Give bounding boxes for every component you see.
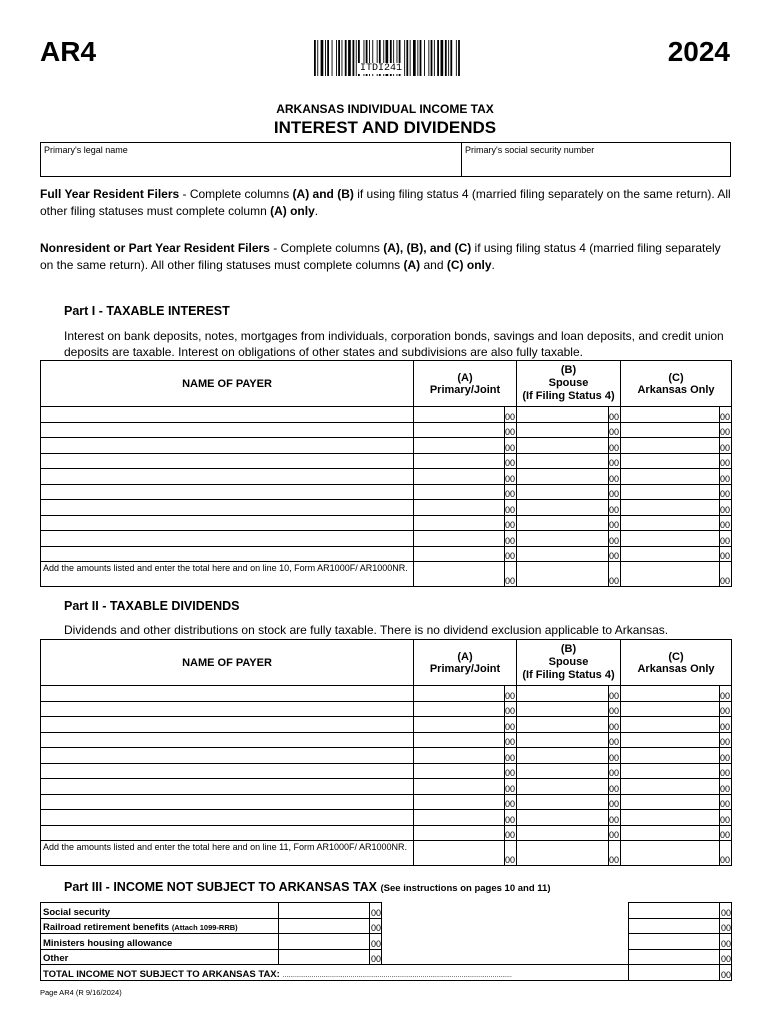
cents: 00 — [505, 422, 517, 438]
cents: 00 — [609, 407, 621, 423]
form-title: INTEREST AND DIVIDENDS — [273, 118, 497, 137]
column-b-input[interactable] — [517, 686, 609, 702]
column-c-input[interactable] — [621, 453, 720, 469]
part3-table — [40, 902, 732, 981]
table-row — [41, 779, 732, 795]
table-row — [41, 934, 732, 950]
table-row — [41, 422, 732, 438]
payer-name-input[interactable] — [41, 484, 414, 500]
cents: 00 — [609, 484, 621, 500]
total-row — [41, 562, 732, 587]
cents: 00 — [720, 825, 732, 841]
part2-header-name: NAME OF PAYER — [41, 640, 414, 686]
payer-name-input[interactable] — [41, 422, 414, 438]
column-b-input[interactable] — [517, 701, 609, 717]
table-row — [41, 515, 732, 531]
barcode-text: ITDI241 — [360, 63, 403, 74]
cents: 00 — [720, 965, 732, 981]
cents: 00 — [609, 531, 621, 547]
primary-ssn-field[interactable] — [461, 142, 731, 177]
column-b-input[interactable] — [517, 407, 609, 423]
column-a-input[interactable] — [414, 546, 505, 562]
column-c-input[interactable] — [621, 500, 720, 516]
cents: 00 — [720, 453, 732, 469]
part3-row-label: Social security — [41, 903, 279, 919]
column-c-input[interactable] — [621, 794, 720, 810]
column-a-input[interactable] — [414, 500, 505, 516]
cents: 00 — [720, 515, 732, 531]
table-row — [41, 407, 732, 423]
part3-row-label: Ministers housing allowance — [41, 934, 279, 950]
cents: 00 — [609, 732, 621, 748]
column-c-input[interactable] — [621, 701, 720, 717]
cents: 00 — [505, 732, 517, 748]
cents: 00 — [720, 562, 732, 587]
column-a-input[interactable] — [414, 810, 505, 826]
part1-header-c: (C) Arkansas Only — [621, 361, 732, 407]
column-b-input[interactable] — [517, 531, 609, 547]
cents: 00 — [505, 500, 517, 516]
payer-name-input[interactable] — [41, 810, 414, 826]
cents: 00 — [720, 794, 732, 810]
cents: 00 — [720, 934, 732, 950]
part2-table — [40, 639, 732, 866]
cents: 00 — [505, 686, 517, 702]
part3-amount-input[interactable] — [279, 934, 370, 950]
column-a-input[interactable] — [414, 794, 505, 810]
part1-header-name: NAME OF PAYER — [41, 361, 414, 407]
column-c-input[interactable] — [621, 484, 720, 500]
payer-name-input[interactable] — [41, 763, 414, 779]
cents: 00 — [720, 732, 732, 748]
column-b-input[interactable] — [517, 763, 609, 779]
payer-name-input[interactable] — [41, 825, 414, 841]
column-b-input[interactable] — [517, 422, 609, 438]
part1-header-a: (A) Primary/Joint — [414, 361, 517, 407]
payer-name-input[interactable] — [41, 531, 414, 547]
part3-amount-input[interactable] — [279, 903, 370, 919]
cents: 00 — [720, 779, 732, 795]
payer-name-input[interactable] — [41, 438, 414, 454]
total-row — [41, 841, 732, 866]
part1-table — [40, 360, 732, 587]
full-year-instructions: Full Year Resident Filers - Complete columns (A) and (B) if using filing status 4 (married filing separately on the same return). All other filing statuses must complete column (A) only. — [40, 187, 731, 218]
column-a-input[interactable] — [414, 484, 505, 500]
column-b-input[interactable] — [517, 748, 609, 764]
table-row — [41, 484, 732, 500]
cents: 00 — [720, 469, 732, 485]
total-a-input[interactable] — [414, 562, 505, 587]
cents: 00 — [505, 515, 517, 531]
column-c-input[interactable] — [621, 763, 720, 779]
part3-amount-input[interactable] — [279, 949, 370, 965]
table-row — [41, 453, 732, 469]
column-c-input[interactable] — [621, 546, 720, 562]
part3-total-input[interactable] — [629, 965, 720, 981]
cents: 00 — [720, 841, 732, 866]
cents: 00 — [505, 562, 517, 587]
column-c-input[interactable] — [621, 779, 720, 795]
total-b-input[interactable] — [517, 841, 609, 866]
cents: 00 — [370, 903, 382, 919]
payer-name-input[interactable] — [41, 717, 414, 733]
cents: 00 — [609, 717, 621, 733]
cents: 00 — [720, 903, 732, 919]
payer-name-input[interactable] — [41, 500, 414, 516]
total-a-input[interactable] — [414, 841, 505, 866]
cents: 00 — [370, 934, 382, 950]
part2-header-c: (C) Arkansas Only — [621, 640, 732, 686]
column-b-input[interactable] — [517, 779, 609, 795]
cents: 00 — [609, 763, 621, 779]
cents: 00 — [609, 810, 621, 826]
cents: 00 — [609, 686, 621, 702]
column-a-input[interactable] — [414, 686, 505, 702]
payer-name-input[interactable] — [41, 732, 414, 748]
table-row — [41, 748, 732, 764]
column-a-input[interactable] — [414, 453, 505, 469]
cents: 00 — [609, 748, 621, 764]
column-b-input[interactable] — [517, 515, 609, 531]
cents: 00 — [505, 748, 517, 764]
column-b-input[interactable] — [517, 794, 609, 810]
cents: 00 — [720, 407, 732, 423]
cents: 00 — [720, 422, 732, 438]
cents: 00 — [609, 422, 621, 438]
part1-title: Part I - TAXABLE INTEREST — [64, 304, 230, 318]
table-row — [41, 794, 732, 810]
page-footer: Page AR4 (R 9/16/2024) — [40, 988, 122, 997]
cents: 00 — [720, 484, 732, 500]
column-c-input[interactable] — [621, 438, 720, 454]
cents: 00 — [505, 763, 517, 779]
part3-arkansas-input[interactable] — [629, 934, 720, 950]
column-b-input[interactable] — [517, 732, 609, 748]
part3-arkansas-input[interactable] — [629, 903, 720, 919]
cents: 00 — [720, 763, 732, 779]
cents: 00 — [609, 701, 621, 717]
cents: 00 — [720, 810, 732, 826]
column-b-input[interactable] — [517, 810, 609, 826]
part3-title: Part III - INCOME NOT SUBJECT TO ARKANSAS TAX (See instructions on pages 10 and 11) — [64, 880, 551, 894]
column-a-input[interactable] — [414, 515, 505, 531]
tax-year: 2024 — [667, 36, 730, 67]
cents: 00 — [720, 918, 732, 934]
table-row — [41, 918, 732, 934]
table-row — [41, 500, 732, 516]
cents: 00 — [720, 717, 732, 733]
part2-title: Part II - TAXABLE DIVIDENDS — [64, 599, 240, 613]
cents: 00 — [505, 717, 517, 733]
table-row — [41, 825, 732, 841]
column-b-input[interactable] — [517, 453, 609, 469]
agency-name: ARKANSAS INDIVIDUAL INCOME TAX — [276, 102, 494, 116]
column-c-input[interactable] — [621, 407, 720, 423]
payer-name-input[interactable] — [41, 546, 414, 562]
column-c-input[interactable] — [621, 825, 720, 841]
table-row — [41, 810, 732, 826]
part1-description: Interest on bank deposits, notes, mortgages from individuals, corporation bonds, savings and loan deposits, and credit union deposits are taxable. Interest on obligations of other states and subdivisions are also fully taxable. — [64, 329, 724, 359]
column-c-input[interactable] — [621, 810, 720, 826]
column-a-input[interactable] — [414, 422, 505, 438]
table-row — [41, 686, 732, 702]
cents: 00 — [505, 794, 517, 810]
column-a-input[interactable] — [414, 438, 505, 454]
table-row — [41, 717, 732, 733]
cents: 00 — [370, 949, 382, 965]
cents: 00 — [505, 779, 517, 795]
part1-header-b: (B) Spouse (If Filing Status 4) — [517, 361, 621, 407]
column-b-input[interactable] — [517, 825, 609, 841]
part3-amount-input[interactable] — [279, 918, 370, 934]
primary-name-field[interactable] — [40, 142, 462, 177]
cents: 00 — [720, 701, 732, 717]
column-a-input[interactable] — [414, 732, 505, 748]
column-c-input[interactable] — [621, 717, 720, 733]
part1-total-label: Add the amounts listed and enter the total here and on line 10, Form AR1000F/ AR1000NR. — [41, 562, 414, 587]
cents: 00 — [505, 484, 517, 500]
column-a-input[interactable] — [414, 748, 505, 764]
cents: 00 — [505, 531, 517, 547]
payer-name-input[interactable] — [41, 794, 414, 810]
cents: 00 — [505, 825, 517, 841]
total-row — [41, 965, 732, 981]
table-row — [41, 701, 732, 717]
total-c-input[interactable] — [621, 841, 720, 866]
column-c-input[interactable] — [621, 686, 720, 702]
column-a-input[interactable] — [414, 469, 505, 485]
cents: 00 — [609, 500, 621, 516]
payer-name-input[interactable] — [41, 701, 414, 717]
cents: 00 — [609, 453, 621, 469]
column-a-input[interactable] — [414, 779, 505, 795]
form-id: AR4 — [40, 36, 97, 67]
part3-arkansas-input[interactable] — [629, 918, 720, 934]
column-a-input[interactable] — [414, 763, 505, 779]
cents: 00 — [505, 407, 517, 423]
cents: 00 — [505, 810, 517, 826]
column-b-input[interactable] — [517, 438, 609, 454]
cents: 00 — [505, 469, 517, 485]
cents: 00 — [370, 918, 382, 934]
cents: 00 — [609, 469, 621, 485]
cents: 00 — [505, 701, 517, 717]
part3-row-label: Other — [41, 949, 279, 965]
primary-ssn-label: Primary's social security number — [465, 145, 595, 155]
cents: 00 — [609, 562, 621, 587]
cents: 00 — [609, 794, 621, 810]
part3-arkansas-input[interactable] — [629, 949, 720, 965]
cents: 00 — [505, 841, 517, 866]
column-a-input[interactable] — [414, 407, 505, 423]
cents: 00 — [720, 748, 732, 764]
cents: 00 — [720, 949, 732, 965]
column-c-input[interactable] — [621, 531, 720, 547]
cents: 00 — [609, 779, 621, 795]
column-c-input[interactable] — [621, 422, 720, 438]
part2-header-a: (A) Primary/Joint — [414, 640, 517, 686]
cents: 00 — [720, 438, 732, 454]
cents: 00 — [505, 546, 517, 562]
total-c-input[interactable] — [621, 562, 720, 587]
cents: 00 — [609, 515, 621, 531]
column-b-input[interactable] — [517, 717, 609, 733]
column-b-input[interactable] — [517, 469, 609, 485]
cents: 00 — [720, 531, 732, 547]
cents: 00 — [505, 438, 517, 454]
column-a-input[interactable] — [414, 717, 505, 733]
primary-name-label: Primary's legal name — [44, 145, 128, 155]
table-row — [41, 903, 732, 919]
table-row — [41, 546, 732, 562]
total-b-input[interactable] — [517, 562, 609, 587]
part3-row-label: Railroad retirement benefits (Attach 1099-RRB) — [41, 918, 279, 934]
column-c-input[interactable] — [621, 732, 720, 748]
payer-name-input[interactable] — [41, 748, 414, 764]
column-b-input[interactable] — [517, 500, 609, 516]
cents: 00 — [609, 438, 621, 454]
cents: 00 — [609, 825, 621, 841]
column-a-input[interactable] — [414, 825, 505, 841]
part2-header-b: (B) Spouse (If Filing Status 4) — [517, 640, 621, 686]
payer-name-input[interactable] — [41, 453, 414, 469]
payer-name-input[interactable] — [41, 686, 414, 702]
column-c-input[interactable] — [621, 469, 720, 485]
table-row — [41, 763, 732, 779]
nonresident-instructions: Nonresident or Part Year Resident Filers - Complete columns (A), (B), and (C) if using filing status 4 (married filing separately on the same return). All other filing statuses must complete columns (A) and (C) only. — [40, 241, 721, 272]
payer-name-input[interactable] — [41, 515, 414, 531]
cents: 00 — [720, 546, 732, 562]
payer-name-input[interactable] — [41, 407, 414, 423]
cents: 00 — [720, 500, 732, 516]
column-a-input[interactable] — [414, 531, 505, 547]
cents: 00 — [609, 546, 621, 562]
cents: 00 — [720, 686, 732, 702]
cents: 00 — [505, 453, 517, 469]
part3-total-label: TOTAL INCOME NOT SUBJECT TO ARKANSAS TAX: ...................................................................................................................... — [41, 965, 629, 981]
table-row — [41, 732, 732, 748]
cents: 00 — [609, 841, 621, 866]
table-row — [41, 469, 732, 485]
part2-description: Dividends and other distributions on stock are fully taxable. There is no dividend exclusion applicable to Arkansas. — [64, 623, 669, 637]
table-row — [41, 949, 732, 965]
column-c-input[interactable] — [621, 515, 720, 531]
table-row — [41, 531, 732, 547]
column-a-input[interactable] — [414, 701, 505, 717]
table-row — [41, 438, 732, 454]
column-b-input[interactable] — [517, 484, 609, 500]
part2-total-label: Add the amounts listed and enter the total here and on line 11, Form AR1000F/ AR1000NR. — [41, 841, 414, 866]
column-c-input[interactable] — [621, 748, 720, 764]
payer-name-input[interactable] — [41, 779, 414, 795]
column-b-input[interactable] — [517, 546, 609, 562]
payer-name-input[interactable] — [41, 469, 414, 485]
